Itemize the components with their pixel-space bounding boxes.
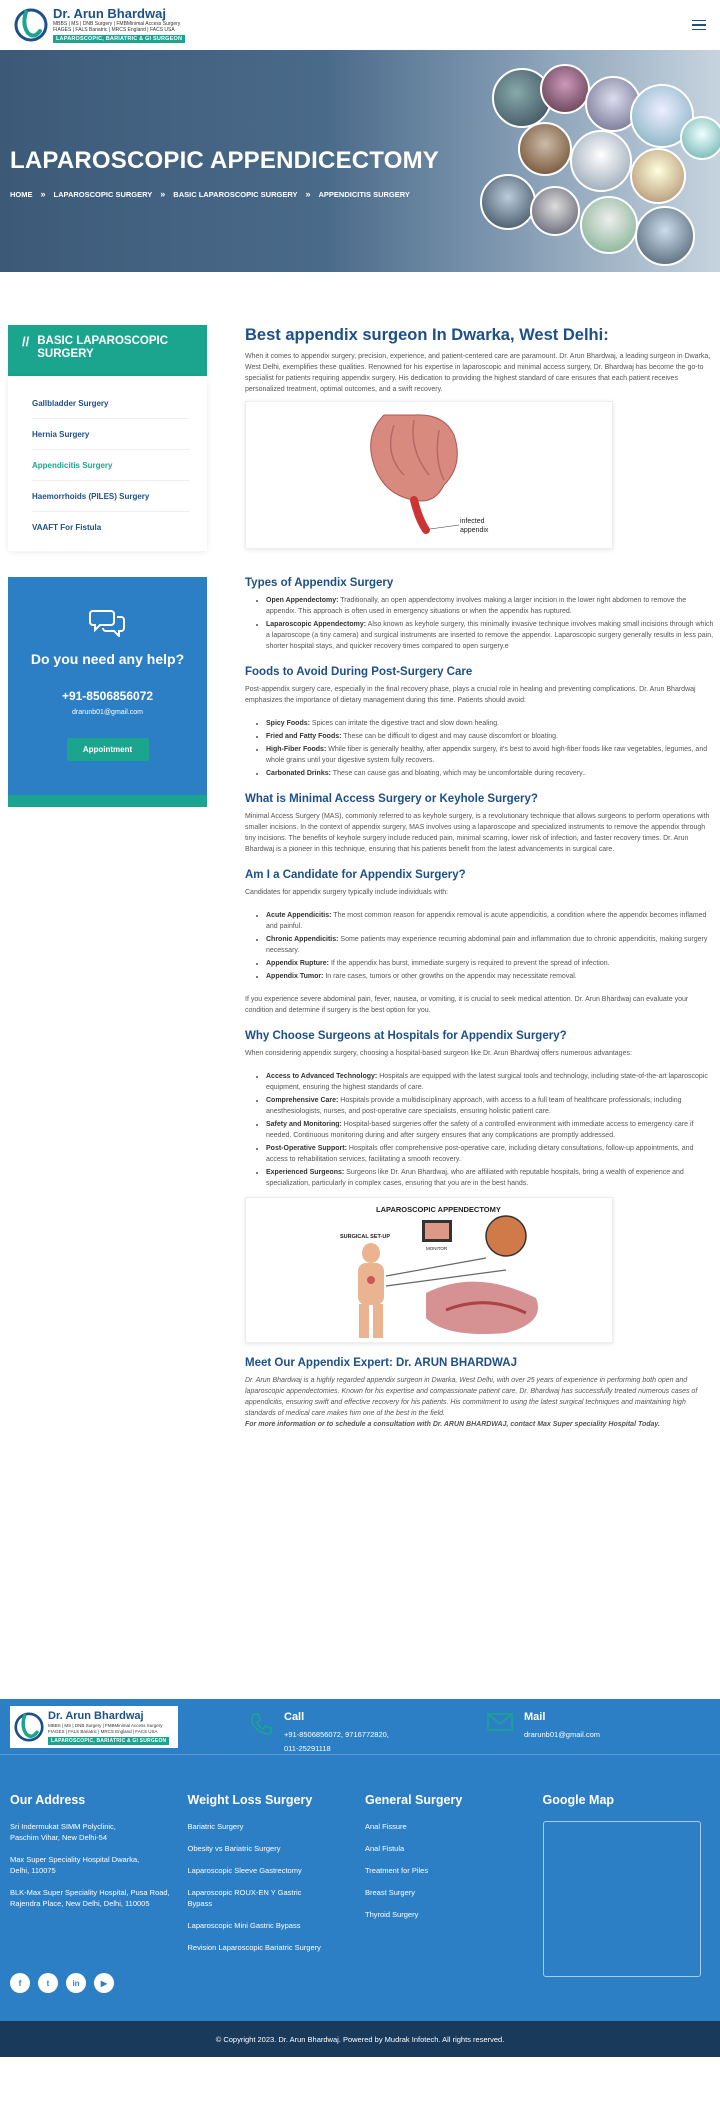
expert-heading: Meet Our Appendix Expert: Dr. ARUN BHARDWAJ	[245, 1357, 517, 1369]
help-phone[interactable]: +91-8506856072	[61, 689, 154, 703]
social-links	[10, 1973, 114, 1993]
footer-weight-loss-column	[188, 1793, 366, 1977]
expert-cta: For more information or to schedule a consultation with Dr. ARUN BHARDWAJ, contact Max Super speciality Hospital Today.	[245, 1421, 660, 1428]
footer-link[interactable]: Revision Laparoscopic Bariatric Surgery	[187, 1943, 321, 1952]
fig2-setup-label: SURGICAL SET-UP	[340, 1234, 391, 1240]
slash-icon: //	[22, 334, 30, 349]
footer-link[interactable]: Anal Fissure	[365, 1822, 407, 1831]
footer-mail	[486, 1711, 600, 1742]
list-item: • Chronic Appendicitis: Some patients may experience recurring abdominal pain and inflammation due to chronic appendicitis, making surgery necessary.	[266, 934, 715, 956]
twitter-icon[interactable]: t	[38, 1973, 58, 1993]
why-heading: Why Choose Surgeons at Hospitals for Appendix Surgery?	[245, 1030, 567, 1042]
footer-link[interactable]: Bariatric Surgery	[187, 1822, 244, 1831]
sidebar-item-appendicitis[interactable]: Appendicitis Surgery	[32, 450, 189, 481]
main-section	[0, 272, 720, 1699]
weight-loss-heading: Weight Loss Surgery	[187, 1793, 313, 1807]
menu-icon[interactable]	[692, 20, 706, 31]
sidebar-heading: // BASIC LAPAROSCOPIC SURGERY	[8, 325, 207, 376]
footer-logo-credentials-2: FIAGES | FALS Bariatric | MRCS England | FACS USA	[48, 1728, 158, 1734]
footer-link[interactable]: Thyroid Surgery	[365, 1910, 419, 1919]
breadcrumb-home[interactable]: HOME	[10, 189, 33, 199]
sidebar-item-vaaft[interactable]: VAAFT For Fistula	[32, 523, 102, 532]
expert-paragraph: Dr. Arun Bhardwaj is a highly regarded appendix surgeon in Dwarka, West Delhi, with over 25 years of experience in performing both open and laparoscopic appendectomies. Known for his expertise and compassionate patient care, Dr. Bhardwaj has successfully treated numerous cases of appendicitis, ensuring swift and effective recovery for his patients. His commitment to using the latest surgical techniques and maintaining high standards of medical care makes him one of the best in the field.	[245, 1377, 698, 1417]
foods-heading: Foods to Avoid During Post-Surgery Care	[245, 666, 473, 678]
types-list	[266, 595, 715, 652]
breadcrumb-current: APPENDICITIS SURGERY	[318, 189, 410, 199]
footer-map-column	[543, 1793, 720, 1977]
laparoscopic-setup-illustration	[245, 1197, 613, 1343]
chat-icon	[8, 577, 207, 637]
sidebar-item-hernia[interactable]: Hernia Surgery	[32, 419, 189, 450]
site-header	[0, 0, 720, 50]
candidate-heading: Am I a Candidate for Appendix Surgery?	[245, 869, 466, 881]
address-item: Max Super Speciality Hospital Dwarka, Delhi, 110075	[10, 1855, 140, 1875]
help-title: Do you need any help?	[30, 651, 185, 667]
list-item: • Carbonated Drinks: These can cause gas and bloating, which may be uncomfortable during recovery..	[266, 768, 715, 779]
footer-link[interactable]: Laparoscopic Sleeve Gastrectomy	[187, 1866, 302, 1875]
chevron-double-right-icon: »	[160, 189, 166, 199]
site-footer	[0, 1699, 720, 2021]
chevron-double-right-icon: »	[40, 189, 46, 199]
chevron-double-right-icon: »	[305, 189, 311, 199]
list-item: • Laparoscopic Appendectomy: Also known as keyhole surgery, this minimally invasive technique involves making small incisions through which a laparoscope (a tiny camera) and surgical instruments are inserted to remove the appendix. Laparoscopic surgery generally results in less pain, shorter hospital stays, and quicker recovery times compared to open surgery.e	[266, 619, 715, 652]
mas-paragraph: Minimal Access Surgery (MAS), commonly referred to as keyhole surgery, is a revolutionary technique that allows surgeons to perform operations with smaller incisions. In the context of appendix surgery, MAS involves using a laparoscope and specialized instruments to remove the appendix through tiny incisions. The benefits of keyhole surgery include reduced pain, minimal scarring, lower risk of infection, and faster recovery times. Dr. Arun Bhardwaj is a pioneer in this technique, ensuring that his patients benefit from the latest advancements in surgical care.	[245, 813, 710, 853]
linkedin-icon[interactable]: in	[66, 1973, 86, 1993]
foods-list	[266, 718, 715, 779]
fig2-title: LAPAROSCOPIC APPENDECTOMY	[376, 1205, 501, 1214]
phone-icon	[248, 1711, 274, 1737]
copyright-text: © Copyright 2023. Dr. Arun Bhardwaj. Powered by Mudrak Infotech. All rights reserved.	[215, 2034, 505, 2044]
list-item: • Experienced Surgeons: Surgeons like Dr. Arun Bhardwaj, who are affiliated with reputable hospitals, bring a wealth of experience and specialization, particularly in complex cases, ensuring that you are in the best hands.	[266, 1167, 715, 1189]
call-numbers-2[interactable]: 011-25291118	[284, 1744, 331, 1753]
footer-address-column	[10, 1793, 188, 1977]
mail-address[interactable]: drarunb01@gmail.com	[524, 1730, 600, 1739]
candidate-list	[266, 910, 715, 982]
footer-logo-tagline: LAPAROSCOPIC, BARIATRIC & GI SURGEON	[48, 1737, 169, 1745]
list-item: • Open Appendectomy: Traditionally, an open appendectomy involves making a larger incision in the lower right abdomen to remove the appendix. This approach is often used in emergency situations or when the appendix has ruptured.	[266, 595, 715, 617]
why-intro: When considering appendix surgery, choosing a hospital-based surgeon like Dr. Arun Bhardwaj offers numerous advantages:	[245, 1050, 632, 1057]
intro-paragraph: When it comes to appendix surgery, precision, experience, and patient-centered care are paramount. Dr. Arun Bhardwaj, a leading surgeon in Dwarka, West Delhi, exemplifies these qualities. Renowned for his expertise in laparoscopic and minimal access surgery, Dr. Bhardwaj has become the go-to specialist for patients requiring appendix surgery. His dedication to providing the highest standard of care ensures that each patient receives personalized treatment, optimal outcomes, and a swift recovery.	[245, 353, 711, 393]
sidebar-item-gallbladder[interactable]: Gallbladder Surgery	[32, 388, 189, 419]
footer-logo-name: Dr. Arun Bhardwaj	[48, 1709, 144, 1722]
list-item: • High-Fiber Foods: While fiber is generally healthy, after appendix surgery, it's best to avoid high-fiber foods like raw vegetables, legumes, and whole grains until your digestive system fully recovers.	[266, 744, 715, 766]
google-map-heading: Google Map	[542, 1793, 615, 1807]
logo-tagline: LAPAROSCOPIC, BARIATRIC & GI SURGEON	[53, 35, 185, 43]
foods-intro: Post-appendix surgery care, especially in the final recovery phase, plays a crucial role in healing and preventing complications. Dr. Arun Bhardwaj emphasizes the importance of dietary management during this time. Patients should avoid:	[245, 686, 696, 704]
mail-icon	[486, 1711, 514, 1733]
list-item: • Appendix Tumor: In rare cases, tumors or other growths on the appendix may necessitate removal.	[266, 971, 715, 982]
footer-logo-credentials-1: MBBS | MS | DNB Surgery | FMBMinimal Access Surgery	[48, 1722, 163, 1728]
types-heading: Types of Appendix Surgery	[245, 577, 394, 589]
list-item: • Spicy Foods: Spices can irritate the digestive tract and slow down healing.	[266, 718, 715, 729]
facebook-icon[interactable]: f	[10, 1973, 30, 1993]
general-surgery-heading: General Surgery	[365, 1793, 463, 1807]
fig-label-appendix: appendix	[460, 527, 489, 534]
footer-link[interactable]: Laparoscopic ROUX-EN Y Gastric Bypass	[187, 1888, 302, 1908]
footer-link[interactable]: Anal Fistula	[365, 1844, 405, 1853]
candidate-intro: Candidates for appendix surgery typically include individuals with:	[245, 889, 449, 896]
fig2-monitor-label: MONITOR	[426, 1246, 448, 1251]
doctor-photo-collage	[470, 56, 720, 268]
list-item: • Appendix Rupture: If the appendix has burst, immediate surgery is required to prevent the spread of infection.	[266, 958, 715, 969]
logo-mark-icon	[14, 7, 48, 43]
address-item: Sri Indermukat SIMM Polyclinic, Paschim Vihar, New Delhi-54	[10, 1822, 116, 1842]
article-heading: Best appendix surgeon In Dwarka, West Delhi:	[245, 326, 609, 344]
list-item: • Acute Appendicitis: The most common reason for appendix removal is acute appendicitis, a condition where the appendix becomes inflamed and painful.	[266, 910, 715, 932]
google-map[interactable]	[543, 1821, 701, 1977]
breadcrumb	[10, 189, 410, 199]
sidebar-list	[8, 376, 207, 551]
list-item: • Access to Advanced Technology: Hospitals are equipped with the latest surgical tools and technology, including state-of-the-art laparoscopic equipment, ensuring the highest standards of care.	[266, 1071, 715, 1093]
footer-logo-mark-icon	[14, 1711, 44, 1743]
hero-banner	[0, 50, 720, 272]
candidate-outro: If you experience severe abdominal pain, fever, nausea, or vomiting, it is crucial to seek medical attention. Dr. Arun Bhardwaj can evaluate your condition and determine if surgery is the best option for you.	[245, 996, 689, 1014]
logo-name: Dr. Arun Bhardwaj	[53, 6, 166, 21]
list-item: • Post-Operative Support: Hospitals offer comprehensive post-operative care, including dietary consultations, follow-up appointments, and access to rehabilitation services, facilitating a smooth recovery.	[266, 1143, 715, 1165]
appendix-illustration	[245, 401, 613, 549]
footer-logo[interactable]	[10, 1706, 178, 1748]
breadcrumb-laparoscopic-surgery[interactable]: LAPAROSCOPIC SURGERY	[53, 189, 153, 199]
help-email[interactable]: drarunb01@gmail.com	[72, 709, 143, 716]
call-title: Call	[284, 1711, 305, 1723]
mail-title: Mail	[524, 1711, 546, 1723]
footer-link[interactable]: Laparoscopic Mini Gastric Bypass	[187, 1921, 301, 1930]
sidebar-item-haemorrhoids[interactable]: Haemorrhoids (PILES) Surgery	[32, 481, 189, 512]
why-list	[266, 1071, 715, 1189]
site-logo[interactable]	[14, 7, 185, 43]
youtube-icon[interactable]: ▶	[94, 1973, 114, 1993]
fig-label-infected: infected	[460, 518, 485, 525]
list-item: • Comprehensive Care: Hospitals provide a multidisciplinary approach, with access to a full team of healthcare professionals, including anesthesiologists, nurses, and post-operative care specialists, ensuring holistic patient care.	[266, 1095, 715, 1117]
expert-section	[245, 1357, 715, 1430]
footer-general-surgery-column	[365, 1793, 543, 1977]
list-item: • Fried and Fatty Foods: These can be difficult to digest and may cause discomfort or bloating.	[266, 731, 715, 742]
address-item: BLK-Max Super Speciality Hospital, Pusa Road, Rajendra Place, New Delhi, Delhi, 110005	[10, 1888, 170, 1908]
footer-link[interactable]: Obesity vs Bariatric Surgery	[187, 1844, 281, 1853]
breadcrumb-basic-laparoscopic[interactable]: BASIC LAPAROSCOPIC SURGERY	[173, 189, 298, 199]
article-content	[245, 325, 715, 1699]
call-numbers[interactable]: +91-8506856072, 9716772820,	[284, 1730, 389, 1739]
list-item: • Safety and Monitoring: Hospital-based surgeries offer the safety of a controlled environment with immediate access to emergency care if needed. Continuous monitoring during and after surgery ensures that any complications are promptly addressed.	[266, 1119, 715, 1141]
address-heading: Our Address	[10, 1793, 86, 1807]
help-box	[8, 577, 207, 807]
logo-credentials-2: FIAGES | FALS Bariatric | MRCS England | FACS USA	[53, 27, 175, 33]
copyright-bar	[0, 2021, 720, 2057]
footer-link[interactable]: Treatment for Piles	[365, 1866, 429, 1875]
appointment-button[interactable]: Appointment	[67, 738, 149, 761]
sidebar	[8, 325, 207, 1699]
page-title: LAPAROSCOPIC APPENDICECTOMY	[10, 147, 439, 174]
footer-call	[248, 1711, 389, 1756]
footer-link[interactable]: Breast Surgery	[365, 1888, 416, 1897]
logo-credentials-1: MBBS | MS | DNB Surgery | FMBMinimal Access Surgery	[53, 21, 181, 27]
mas-heading: What is Minimal Access Surgery or Keyhole Surgery?	[245, 793, 538, 805]
